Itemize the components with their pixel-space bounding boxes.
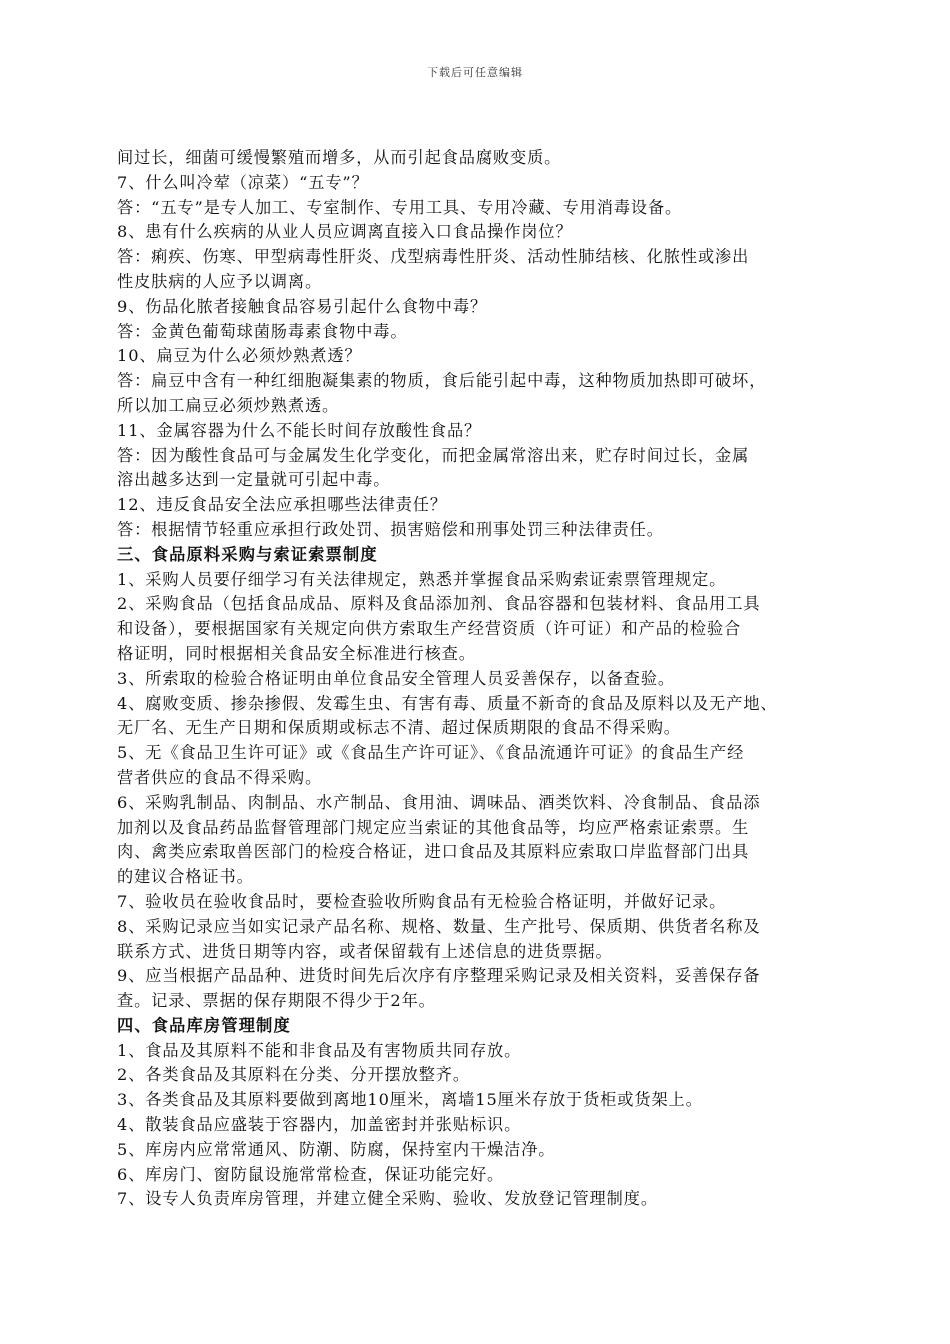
text-line: 性皮肤病的人应予以调离。 xyxy=(117,271,323,291)
text-line: 答：痢疾、伤寒、甲型病毒性肝炎、戊型病毒性肝炎、活动性肺结核、化脓性或渗出 xyxy=(117,247,750,267)
text-line: 答：“五专”是专人加工、专室制作、专用工具、专用冷藏、专用消毒设备。 xyxy=(117,197,683,217)
text-line: 联系方式、进货日期等内容，或者保留载有上述信息的进货票据。 xyxy=(117,941,613,961)
text-line: 答：金黄色葡萄球菌肠毒素食物中毒。 xyxy=(117,321,408,341)
text-line: 8、采购记录应当如实记录产品名称、规格、数量、生产批号、保质期、供货者名称及 xyxy=(117,916,761,936)
text-line: 答：根据情节轻重应承担行政处罚、损害赔偿和刑事处罚三种法律责任。 xyxy=(117,519,664,539)
text-line: 10、扁豆为什么必须炒熟煮透？ xyxy=(117,346,362,366)
text-line: 3、各类食品及其原料要做到离地10厘米，离墙15厘米存放于货柜或货架上。 xyxy=(117,1090,703,1110)
text-line: 格证明，同时根据相关食品安全标准进行核查。 xyxy=(117,643,476,663)
text-line: 所以加工扁豆必须炒熟煮透。 xyxy=(117,395,340,415)
text-line: 的建议合格证书。 xyxy=(117,867,254,887)
page-header: 下载后可任意编辑 xyxy=(427,66,523,79)
text-line: 溶出越多达到一定量就可引起中毒。 xyxy=(117,470,391,490)
text-line: 5、无《食品卫生许可证》或《食品生产许可证》、《食品流通许可证》的食品生产经 xyxy=(117,743,745,763)
text-line: 9、应当根据产品品种、进货时间先后次序有序整理采购记录及相关资料，妥善保存备 xyxy=(117,966,761,986)
document-body xyxy=(117,146,847,1212)
text-line: 7、设专人负责库房管理，并建立健全采购、验收、发放登记管理制度。 xyxy=(117,1189,658,1209)
text-line: 6、采购乳制品、肉制品、水产制品、食用油、调味品、酒类饮料、冷食制品、食品添 xyxy=(117,792,761,812)
text-line: 肉、禽类应索取兽医部门的检疫合格证，进口食品及其原料应索取口岸监督部门出具 xyxy=(117,842,750,862)
text-line: 2、各类食品及其原料在分类、分开摆放整齐。 xyxy=(117,1065,470,1085)
text-line: 答：因为酸性食品可与金属发生化学变化，而把金属常溶出来，贮存时间过长，金属 xyxy=(117,445,750,465)
text-line: 加剂以及食品药品监督管理部门规定应当索证的其他食品等，均应严格索证索票。生 xyxy=(117,817,750,837)
text-line: 无厂名、无生产日期和保质期或标志不清、超过保质期限的食品不得采购。 xyxy=(117,718,681,738)
text-line: 1、食品及其原料不能和非食品及有害物质共同存放。 xyxy=(117,1040,522,1060)
text-line: 3、所索取的检验合格证明由单位食品安全管理人员妥善保存，以备查验。 xyxy=(117,668,675,688)
text-line: 6、库房门、窗防鼠设施常常检查，保证功能完好。 xyxy=(117,1164,505,1184)
text-line: 1、采购人员要仔细学习有关法律规定，熟悉并掌握食品采购索证索票管理规定。 xyxy=(117,569,727,589)
text-line: 11、金属容器为什么不能长时间存放酸性食品？ xyxy=(117,420,482,440)
text-line: 和设备），要根据国家有关规定向供方索取生产经营资质（许可证）和产品的检验合 xyxy=(117,619,742,639)
section-heading: 三、食品原料采购与索证索票制度 xyxy=(117,544,378,564)
text-line: 7、验收员在验收食品时，要检查验收所购食品有无检验合格证明，并做好记录。 xyxy=(117,891,727,911)
text-line: 答：扁豆中含有一种红细胞凝集素的物质，食后能引起中毒，这种物质加热即可破坏， xyxy=(117,371,767,391)
text-line: 4、散装食品应盛装于容器内，加盖密封并张贴标识。 xyxy=(117,1115,522,1135)
text-line: 7、什么叫冷荤（凉菜）“五专”？ xyxy=(117,172,369,192)
text-line: 4、腐败变质、掺杂掺假、发霉生虫、有害有毒、质量不新奇的食品及原料以及无产地、 xyxy=(117,693,778,713)
text-line: 营者供应的食品不得采购。 xyxy=(117,767,323,787)
text-line: 8、患有什么疾病的从业人员应调离直接入口食品操作岗位？ xyxy=(117,222,573,242)
text-line: 2、采购食品（包括食品成品、原料及食品添加剂、食品容器和包装材料、食品用工具 xyxy=(117,594,761,614)
text-line: 12、违反食品安全法应承担哪些法律责任？ xyxy=(117,495,447,515)
section-heading: 四、食品库房管理制度 xyxy=(117,1015,291,1035)
text-line: 9、伤品化脓者接触食品容易引起什么食物中毒？ xyxy=(117,296,488,316)
text-line: 间过长，细菌可缓慢繁殖而增多，从而引起食品腐败变质。 xyxy=(117,148,562,167)
text-line: 查。记录、票据的保存期限不得少于2年。 xyxy=(117,991,436,1011)
text-line: 5、库房内应常常通风、防潮、防腐，保持室内干燥洁净。 xyxy=(117,1139,556,1159)
